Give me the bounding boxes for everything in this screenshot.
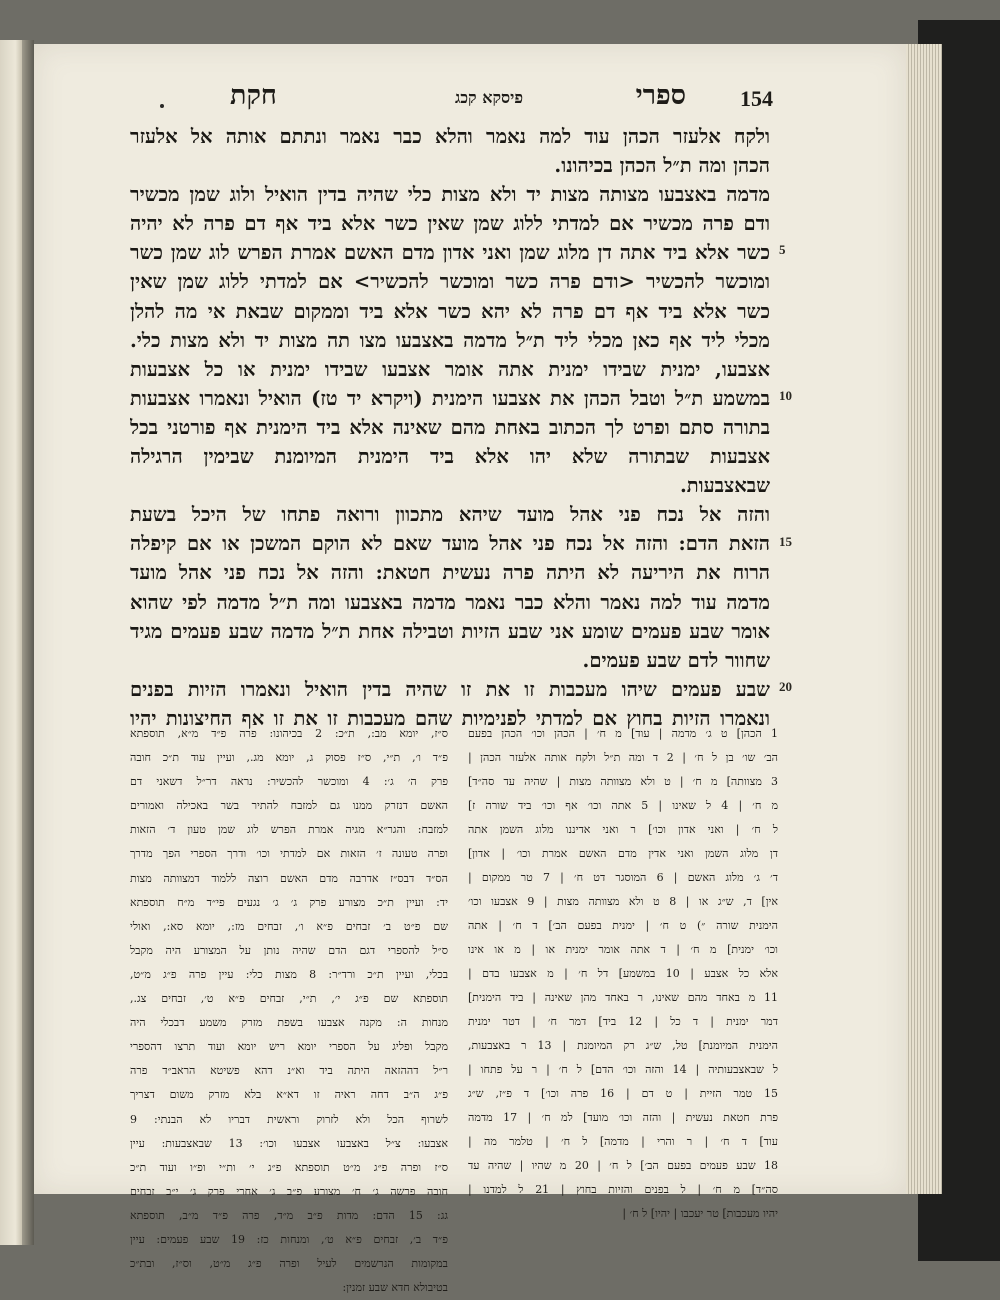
footnote-line: דמר ימנית | ד כל | 12 ביד] דמר ח׳ | דטר ימנית: [468, 1015, 778, 1028]
footnote-line: ס״ל להספרי דגם הדם שהיה נותן על המצורע היה מקבל: [130, 943, 448, 957]
footnote-line: האשם דנזרק ממנו גם למזבח להתיר בשר באכילה ואמורים: [130, 799, 448, 813]
footnote-line: אצבעו: צ״ל באצבעו אצבעו וכו׳: 13 שבאצבעות: עיין: [130, 1136, 448, 1150]
footnote-line: ופרה טעונה ז׳ הזאות אם למדתי וכו׳ ודרך הספרי הפך מדרך: [130, 847, 448, 861]
main-text-line: מדמה באצבעו מצותה מצות יד ולא מצות כלי שהיה בדין הואיל ולוג שמן מכשיר: [130, 183, 770, 207]
main-text-line: ונאמרו הזיות בחוץ אם למדתי לפנימיות שהם מעכבות זו את זו אף החיצונות יהיו: [130, 706, 770, 730]
book-spine: [22, 40, 34, 1245]
footnote-line: תוספתא שם פ״ג י׳, ת״י, זבחים פ״א ט׳, זבחים צג.,: [130, 992, 448, 1006]
footnote-line: מ ח׳ | 4 ל שאינו | 5 אתה וכו׳ אף וכו׳ ביד שורה ז]: [468, 799, 778, 812]
footnote-line: הס״ד דבס״ז אדרבה מדם האשם רוצה ללמוד דמצוותה מצות: [130, 871, 448, 885]
footnote-line: 3 מצוותה] מ ח׳ | ט ולא מצוותה מצות | שהיה עד סה״ד]: [468, 775, 778, 788]
footnote-line: ל ח׳ | ואני אדון וכו׳] ר ואני אדיננו מלוג השמן אתה: [468, 823, 778, 836]
page-mark: [160, 104, 164, 108]
main-text-block: [130, 122, 770, 733]
main-text-line: כשר אלא ביד אף דם פרה לא יהא כשר אלא ביד וממקום שבאת אי מה להלן: [130, 299, 770, 323]
footnote-line: במקומות הנרשמים לעיל ופרה פ״ג מ״ט, וס״ז, ובת״כ: [130, 1257, 448, 1271]
footnote-line: סה״ד] מ ח׳ | ל בפנים והזיות בחוץ | 21 ל למדנו |: [468, 1183, 778, 1196]
running-head-book: ספרי: [635, 80, 686, 111]
footnote-line: מקבל ופליג על הספרי יומא ריש יומא ועוד תרצו דהספרי: [130, 1040, 448, 1054]
footnote-line: פ״ד ו׳, ת״י, ס״ז פסוק ג, יומא מג., ועיין עוד ת״כ חובה: [130, 751, 448, 765]
main-text-line: בתורה סתם ופרט לך הכתוב באחת מהם שאינה אלא ביד הימנית אף פורטני בכל: [130, 415, 770, 439]
folio-number: 154: [740, 86, 773, 111]
main-text-line: שבע פעמים שיהו מעכבות זו את זו שהיה בדין הואיל ונאמרו הזיות בפנים: [130, 677, 770, 701]
footnote-line: עוד] ד ח׳ | ר והרי | מדמה] ל ח׳ | טלמר מה |: [468, 1135, 778, 1148]
footnote-line: למזבח: והגר״א מגיה אמרת הפרש לוג שמן טעון ד׳ הזאות: [130, 823, 448, 837]
main-text-line: מכלי ליד אף כאן מכלי ליד ת״ל מדמה באצבעו מצו תה מצות יד ולא מצות כלי.: [130, 328, 770, 352]
main-text-line: אצבעות שבתורה שלא יהו אלא ביד הימנית המיומנת שבימין הרגילה: [130, 445, 770, 469]
footnote-line: דן מלוג השמן ואני אדין מדם האשם אמרת וכו׳ | אדון]: [468, 847, 778, 860]
footnote-line: הב׳ שו׳ בן ל ח׳ | 2 ד ומה ת״ל ולקח אותה אלעזר הכהן |: [468, 751, 778, 764]
main-text-line: הרוח את היריעה לא היתה פרה נעשית חטאת: והזה אל נכח פני אהל מועד: [130, 561, 770, 585]
line-number: 5: [779, 242, 786, 257]
footnote-line: פרת חטאת נעשית | והזה וכו׳ מועד] למ ח׳ | 17 מדמה: [468, 1111, 778, 1124]
footnote-line: שם פ״ט ב׳ זבחים פ״א ו׳, זבחים מז:, יומא סא:, ואולי: [130, 919, 448, 933]
main-text-line: שבאצבעות.: [679, 474, 770, 498]
main-text-line: מדמה עוד למה נאמר והלא כבר נאמר מדמה באצבעו ומה ת״ל מדמה לפי שהוא: [130, 590, 770, 614]
main-text-line: ולקח אלעזר הכהן עוד למה נאמר והלא כבר נאמר ונתתם אותה אל אלעזר: [130, 125, 770, 148]
running-head-parasha: חקת: [230, 80, 277, 111]
footnote-line: הימנית שורה ״) ט ח׳ | ימנית בפעם הב׳] ד ח׳ | אתה: [468, 919, 778, 932]
main-text-line: הזאת הדם: והזה אל נכח פני אהל מועד שאם לא הוקם המשכן או אם קיפלה: [130, 532, 770, 556]
footnote-line: פ״ג ה״ב דחה ראיה זו דא״א בלא מזרק משום דצריך: [130, 1088, 448, 1102]
main-text-line: ומוכשר להכשיר <ודם פרה כשר ומוכשר להכשיר> אם למדתי ללוג שמן שאין: [130, 270, 770, 294]
footnote-line: הימנית המיומנת] טל, ש״ג רק המיומנת | 13 ר באצבעות,: [468, 1039, 778, 1052]
main-text-line: שחוור לדם שבע פעמים.: [582, 648, 770, 672]
page-fore-edge: [900, 44, 942, 1194]
footnote-line: ר״ל דההזאה היתה ביד וא״נ דהא פשיטא הראב״ד פרה: [130, 1064, 448, 1078]
footnote-line: ס״ז ופרה פ״ג מ״ט תוספתא פ״ג י׳ ות״י ופ״ו ועוד ת״כ: [130, 1160, 448, 1174]
main-text-line: אומר שבע פעמים שומע אני שבע הזיות וטבילה אחת ת״ל מדמה שבע פעמים מגיד: [130, 619, 770, 643]
footnote-line: 15 טמר הזיית | ט דם | 16 פרה וכו׳] ד פ״ז, ש״ג: [468, 1087, 778, 1100]
footnote-line: 18 שבע פעמים בפעם הב׳] ל ח׳ | 20 מ שהיו | שהיה עד: [468, 1159, 778, 1172]
footnote-line: אין] ד, ש״ג או | 8 ט ולא מצוותה מצות | 9 אצבעו וכו׳: [468, 895, 778, 908]
footnote-line: ד׳ ג׳ מלוג האשם | 6 המוסגר דט ח׳ | 7 טר ממקום |: [468, 871, 778, 884]
footnote-line: אלא כל אצבע | 10 במשמע] דל ח׳ | מ אצבעו בדם |: [468, 967, 778, 980]
book-page: [34, 44, 906, 1295]
footnote-line: יד: ועיין ת״כ מצורע פרק ג׳ ג׳ נגעים פי״ד מ״ח תוספתא: [130, 895, 448, 909]
line-number: 15: [779, 534, 792, 549]
main-text-line: אצבעו, ימנית שבידו ימנית אתה אומר אצבעו שבידו ימנית או כל אצבעות: [130, 357, 770, 381]
apparatus-variants: [468, 722, 778, 1226]
line-number: 20: [779, 679, 792, 694]
footnote-line: חובה פרשה ג׳ ח׳ מצורע פ״ב ג׳ אחרי פרק ג׳ י״ב זבחים: [130, 1184, 448, 1198]
footnote-line: פרק ה׳ ג׳: 4 ומוכשר להכשיר: נראה דר״ל דשאני דם: [130, 775, 448, 789]
footnote-line: 11 מ באחד מהם שאינו, ר באחד מהן שאינה | ביד הימנית]: [468, 991, 778, 1004]
footnote-line: פ״ד ב׳, זבחים פ״א ט׳, ומנחות כז: 19 שבע פעמים: עיין: [130, 1232, 448, 1246]
left-page-edge: [0, 40, 22, 1245]
footnote-line: 1 הכהן] ט ג׳ מדמה | עוד] מ ח׳ | הכהן וכו׳ הכהן בפעם: [468, 727, 778, 740]
footnote-line: לשרוף הכל ולא לזרוק וראשית דבריו לא הבנתי: 9: [130, 1112, 448, 1126]
main-text-line: ודם פרה מכשיר אם למדתי ללוג שמן שאין כשר אלא ביד אף דם פרה לא יהיה: [130, 212, 770, 236]
apparatus-commentary: [130, 722, 448, 1300]
main-text-line: כשר אלא ביד אתה דן מלוג שמן ואני אדון מדם האשם אמרת הפרש לוג שמן כשר: [130, 241, 770, 265]
line-number: 10: [779, 388, 792, 403]
footnote-line: בכלי, ועיין ת״כ ורד״ר: 8 מצות כלי: עיין פרה פ״ג מ״ט,: [130, 967, 448, 981]
footnote-line: ל שבאצבעותיה | 14 והזה וכו׳ הדם] ל ח׳ | ר על פתחו |: [468, 1063, 778, 1076]
footnote-line: יהיו מעכבות] טר יעכבו | יהיו] ל ח׳ |: [622, 1207, 778, 1220]
main-text-line: הכהן ומה ת״ל הכהן בכיהונו.: [554, 154, 770, 178]
running-head-piska: פיסקא קכג: [454, 88, 524, 107]
footnote-line: גג: 15 הדם: מדות פ״ב מ״ד, פרה פ״ד מ״ב, תוספתא: [130, 1208, 448, 1222]
main-text-line: והזה אל נכח פני אהל מועד שיהא מתכוון ורואה פתחו של היכל בשעת: [130, 503, 770, 527]
footnote-line: ס״ז, יומא מב:, ת״כ: 2 בכיהונו: פרה פ״ד מ״א, תוספתא: [130, 727, 448, 740]
footnote-line: מנחות ה: מקנה אצבעו בשפת מזרק משמע דבכלי היה: [130, 1016, 448, 1030]
main-text-line: במשמע ת״ל וטבל הכהן את אצבעו הימנית (ויקרא יד טז) הואיל ונאמרו אצבעות: [130, 386, 770, 410]
footnote-line: בטיבולא חדא שבע זמנין:: [342, 1281, 448, 1295]
footnote-line: וכו׳ ימנית] מ ח׳ | ד אתה אומר ימנית או | מ או אינו: [468, 943, 778, 956]
